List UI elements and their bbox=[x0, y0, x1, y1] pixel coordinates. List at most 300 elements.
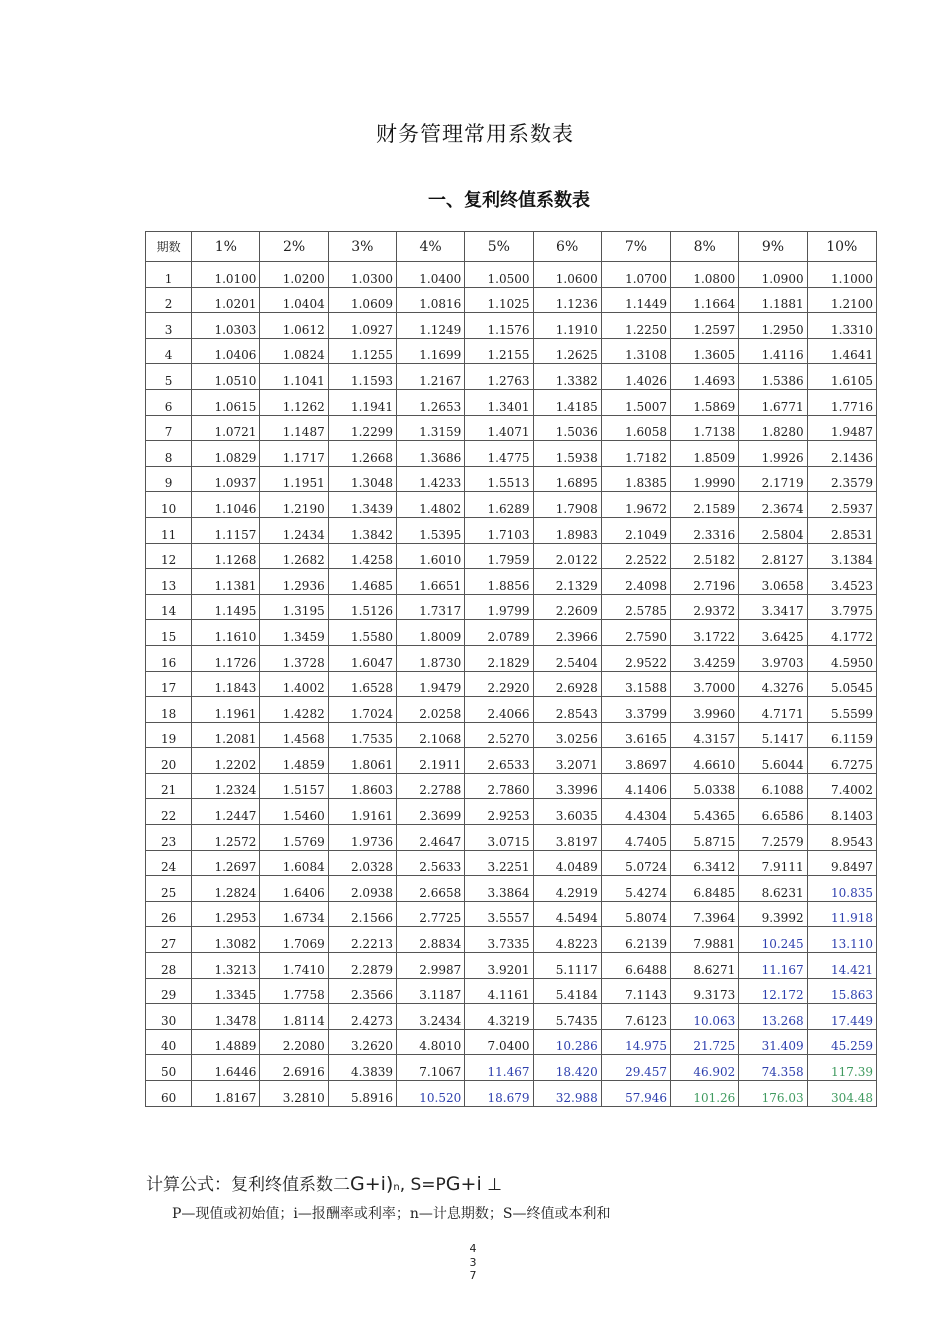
coefficient-cell: 3.2071 bbox=[533, 748, 601, 774]
table-row bbox=[146, 953, 877, 979]
period-cell: 2 bbox=[146, 287, 192, 313]
coefficient-cell: 8.6271 bbox=[671, 953, 739, 979]
period-cell: 7 bbox=[146, 415, 192, 441]
coefficient-cell: 1.9672 bbox=[601, 492, 670, 518]
coefficient-cell: 1.3478 bbox=[192, 1004, 260, 1030]
coefficient-cell: 1.2434 bbox=[260, 517, 328, 543]
coefficient-cell: 1.3686 bbox=[396, 441, 464, 467]
coefficient-cell: 1.7024 bbox=[328, 697, 396, 723]
coefficient-cell: 1.7069 bbox=[260, 927, 328, 953]
coefficient-cell: 3.2434 bbox=[396, 1004, 464, 1030]
coefficient-cell: 6.1088 bbox=[739, 773, 807, 799]
coefficient-cell: 4.1161 bbox=[465, 978, 533, 1004]
coefficient-cell: 13.268 bbox=[739, 1004, 807, 1030]
coefficient-cell: 1.5157 bbox=[260, 773, 328, 799]
coefficient-cell: 2.0258 bbox=[396, 697, 464, 723]
coefficient-cell: 5.8916 bbox=[328, 1081, 396, 1107]
coefficient-cell: 1.5580 bbox=[328, 620, 396, 646]
table-row bbox=[146, 441, 877, 467]
coefficient-cell: 1.4685 bbox=[328, 569, 396, 595]
coefficient-cell: 1.5869 bbox=[671, 389, 739, 415]
coefficient-cell: 1.3048 bbox=[328, 466, 396, 492]
coefficient-cell: 1.1449 bbox=[601, 287, 670, 313]
coefficient-cell: 3.7000 bbox=[671, 671, 739, 697]
coefficient-cell: 4.1406 bbox=[601, 773, 670, 799]
coefficient-cell: 1.7535 bbox=[328, 722, 396, 748]
coefficient-cell: 3.7335 bbox=[465, 927, 533, 953]
column-header-period: 期数 bbox=[146, 232, 192, 262]
coefficient-cell: 1.7410 bbox=[260, 953, 328, 979]
coefficient-cell: 3.3996 bbox=[533, 773, 601, 799]
coefficient-cell: 1.8730 bbox=[396, 645, 464, 671]
period-cell: 26 bbox=[146, 901, 192, 927]
period-cell: 27 bbox=[146, 927, 192, 953]
coefficient-cell: 5.5599 bbox=[807, 697, 876, 723]
coefficient-cell: 5.6044 bbox=[739, 748, 807, 774]
coefficient-cell: 1.1046 bbox=[192, 492, 260, 518]
coefficient-cell: 13.110 bbox=[807, 927, 876, 953]
coefficient-cell: 3.1588 bbox=[601, 671, 670, 697]
coefficient-cell: 1.1157 bbox=[192, 517, 260, 543]
formula-prefix: 计算公式：复利终值系数二 bbox=[146, 1175, 350, 1195]
coefficient-cell: 6.3412 bbox=[671, 850, 739, 876]
period-cell: 21 bbox=[146, 773, 192, 799]
coefficient-cell: 1.1910 bbox=[533, 313, 601, 339]
coefficient-cell: 3.7975 bbox=[807, 594, 876, 620]
page-number-digit: 3 bbox=[469, 1255, 477, 1269]
coefficient-cell: 3.9201 bbox=[465, 953, 533, 979]
coefficient-cell: 1.7908 bbox=[533, 492, 601, 518]
coefficient-cell: 1.4693 bbox=[671, 364, 739, 390]
coefficient-cell: 1.7959 bbox=[465, 543, 533, 569]
table-row bbox=[146, 569, 877, 595]
coefficient-cell: 4.8223 bbox=[533, 927, 601, 953]
coefficient-cell: 1.6406 bbox=[260, 876, 328, 902]
coefficient-cell: 9.3992 bbox=[739, 901, 807, 927]
coefficient-cell: 1.8167 bbox=[192, 1081, 260, 1107]
period-cell: 5 bbox=[146, 364, 192, 390]
coefficient-cell: 5.8715 bbox=[671, 825, 739, 851]
formula-suffix: ⊥ bbox=[481, 1175, 502, 1195]
coefficient-cell: 7.0400 bbox=[465, 1029, 533, 1055]
coefficient-cell: 1.6651 bbox=[396, 569, 464, 595]
table-row bbox=[146, 313, 877, 339]
coefficient-cell: 2.1436 bbox=[807, 441, 876, 467]
coefficient-cell: 1.4026 bbox=[601, 364, 670, 390]
coefficient-cell: 1.3842 bbox=[328, 517, 396, 543]
coefficient-cell: 3.9960 bbox=[671, 697, 739, 723]
column-header-rate: 3% bbox=[328, 232, 396, 262]
coefficient-cell: 1.3401 bbox=[465, 389, 533, 415]
coefficient-cell: 5.4274 bbox=[601, 876, 670, 902]
coefficient-cell: 2.0789 bbox=[465, 620, 533, 646]
coefficient-cell: 1.6734 bbox=[260, 901, 328, 927]
coefficient-cell: 1.0200 bbox=[260, 262, 328, 288]
coefficient-cell: 4.8010 bbox=[396, 1029, 464, 1055]
coefficient-cell: 1.1495 bbox=[192, 594, 260, 620]
coefficient-cell: 3.2251 bbox=[465, 850, 533, 876]
coefficient-cell: 1.9990 bbox=[671, 466, 739, 492]
table-row bbox=[146, 722, 877, 748]
coefficient-cell: 1.1025 bbox=[465, 287, 533, 313]
coefficient-cell: 1.2953 bbox=[192, 901, 260, 927]
page-number bbox=[468, 1242, 478, 1283]
coefficient-cell: 1.7758 bbox=[260, 978, 328, 1004]
coefficient-cell: 3.0658 bbox=[739, 569, 807, 595]
period-cell: 14 bbox=[146, 594, 192, 620]
coefficient-cell: 74.358 bbox=[739, 1055, 807, 1081]
coefficient-cell: 1.5513 bbox=[465, 466, 533, 492]
coefficient-cell: 3.9703 bbox=[739, 645, 807, 671]
coefficient-cell: 1.3382 bbox=[533, 364, 601, 390]
period-cell: 11 bbox=[146, 517, 192, 543]
coefficient-cell: 32.988 bbox=[533, 1081, 601, 1107]
period-cell: 20 bbox=[146, 748, 192, 774]
coefficient-cell: 1.7138 bbox=[671, 415, 739, 441]
coefficient-cell: 7.3964 bbox=[671, 901, 739, 927]
table-row bbox=[146, 799, 877, 825]
coefficient-cell: 10.063 bbox=[671, 1004, 739, 1030]
coefficient-cell: 8.6231 bbox=[739, 876, 807, 902]
coefficient-cell: 1.4775 bbox=[465, 441, 533, 467]
coefficient-cell: 3.4259 bbox=[671, 645, 739, 671]
table-row bbox=[146, 517, 877, 543]
coefficient-cell: 2.2522 bbox=[601, 543, 670, 569]
coefficient-cell: 2.9253 bbox=[465, 799, 533, 825]
coefficient-cell: 117.39 bbox=[807, 1055, 876, 1081]
coefficient-cell: 1.2190 bbox=[260, 492, 328, 518]
coefficient-cell: 5.1417 bbox=[739, 722, 807, 748]
coefficient-cell: 5.1117 bbox=[533, 953, 601, 979]
coefficient-cell: 7.2579 bbox=[739, 825, 807, 851]
coefficient-cell: 1.6771 bbox=[739, 389, 807, 415]
coefficient-cell: 1.2763 bbox=[465, 364, 533, 390]
coefficient-cell: 6.8485 bbox=[671, 876, 739, 902]
coefficient-cell: 1.2081 bbox=[192, 722, 260, 748]
coefficient-cell: 1.0510 bbox=[192, 364, 260, 390]
table-row bbox=[146, 850, 877, 876]
period-cell: 17 bbox=[146, 671, 192, 697]
coefficient-cell: 1.8983 bbox=[533, 517, 601, 543]
coefficient-cell: 7.4002 bbox=[807, 773, 876, 799]
coefficient-cell: 1.6058 bbox=[601, 415, 670, 441]
coefficient-cell: 4.4304 bbox=[601, 799, 670, 825]
coefficient-cell: 3.6425 bbox=[739, 620, 807, 646]
period-cell: 16 bbox=[146, 645, 192, 671]
coefficient-cell: 1.4568 bbox=[260, 722, 328, 748]
coefficient-cell: 5.4184 bbox=[533, 978, 601, 1004]
coefficient-cell: 1.2625 bbox=[533, 338, 601, 364]
coefficient-cell: 10.286 bbox=[533, 1029, 601, 1055]
coefficient-cell: 8.1403 bbox=[807, 799, 876, 825]
table-row bbox=[146, 901, 877, 927]
coefficient-cell: 1.6289 bbox=[465, 492, 533, 518]
period-cell: 50 bbox=[146, 1055, 192, 1081]
coefficient-cell: 1.2936 bbox=[260, 569, 328, 595]
coefficient-cell: 1.0612 bbox=[260, 313, 328, 339]
column-header-rate: 7% bbox=[601, 232, 670, 262]
coefficient-cell: 2.1329 bbox=[533, 569, 601, 595]
coefficient-cell: 2.1911 bbox=[396, 748, 464, 774]
coefficient-cell: 3.4523 bbox=[807, 569, 876, 595]
coefficient-cell: 1.8280 bbox=[739, 415, 807, 441]
coefficient-cell: 1.6010 bbox=[396, 543, 464, 569]
coefficient-cell: 1.1268 bbox=[192, 543, 260, 569]
coefficient-cell: 1.0201 bbox=[192, 287, 260, 313]
table-row bbox=[146, 338, 877, 364]
coefficient-cell: 1.2950 bbox=[739, 313, 807, 339]
table-row bbox=[146, 1081, 877, 1107]
coefficient-cell: 1.1487 bbox=[260, 415, 328, 441]
coefficient-cell: 2.8127 bbox=[739, 543, 807, 569]
coefficient-cell: 4.6610 bbox=[671, 748, 739, 774]
coefficient-cell: 6.7275 bbox=[807, 748, 876, 774]
coefficient-cell: 46.902 bbox=[671, 1055, 739, 1081]
coefficient-cell: 10.245 bbox=[739, 927, 807, 953]
coefficient-cell: 4.3276 bbox=[739, 671, 807, 697]
coefficient-cell: 7.6123 bbox=[601, 1004, 670, 1030]
coefficient-cell: 7.9881 bbox=[671, 927, 739, 953]
coefficient-cell: 1.0824 bbox=[260, 338, 328, 364]
coefficient-cell: 3.8697 bbox=[601, 748, 670, 774]
coefficient-cell: 7.1143 bbox=[601, 978, 670, 1004]
coefficient-cell: 1.2250 bbox=[601, 313, 670, 339]
coefficient-cell: 1.0300 bbox=[328, 262, 396, 288]
coefficient-cell: 1.5126 bbox=[328, 594, 396, 620]
column-header-rate: 10% bbox=[807, 232, 876, 262]
coefficient-cell: 1.6105 bbox=[807, 364, 876, 390]
table-row bbox=[146, 927, 877, 953]
period-cell: 4 bbox=[146, 338, 192, 364]
coefficient-cell: 18.420 bbox=[533, 1055, 601, 1081]
coefficient-cell: 1.8509 bbox=[671, 441, 739, 467]
coefficient-cell: 1.0800 bbox=[671, 262, 739, 288]
coefficient-cell: 1.0609 bbox=[328, 287, 396, 313]
coefficient-cell: 1.2668 bbox=[328, 441, 396, 467]
column-header-rate: 2% bbox=[260, 232, 328, 262]
coefficient-cell: 1.5460 bbox=[260, 799, 328, 825]
coefficient-cell: 1.9736 bbox=[328, 825, 396, 851]
section-title: 一、复利终值系数表 bbox=[428, 190, 590, 211]
page-title: 财务管理常用系数表 bbox=[376, 122, 574, 146]
coefficient-cell: 1.1664 bbox=[671, 287, 739, 313]
coefficient-cell: 1.8385 bbox=[601, 466, 670, 492]
coefficient-cell: 7.1067 bbox=[396, 1055, 464, 1081]
coefficient-cell: 1.1941 bbox=[328, 389, 396, 415]
coefficient-cell: 2.2609 bbox=[533, 594, 601, 620]
coefficient-cell: 2.5785 bbox=[601, 594, 670, 620]
table-row bbox=[146, 1055, 877, 1081]
coefficient-cell: 1.9926 bbox=[739, 441, 807, 467]
coefficient-cell: 2.4647 bbox=[396, 825, 464, 851]
table-row bbox=[146, 287, 877, 313]
period-cell: 8 bbox=[146, 441, 192, 467]
coefficient-cell: 6.6488 bbox=[601, 953, 670, 979]
coefficient-cell: 1.0500 bbox=[465, 262, 533, 288]
coefficient-cell: 1.9487 bbox=[807, 415, 876, 441]
coefficient-cell: 1.0700 bbox=[601, 262, 670, 288]
coefficient-cell: 2.5633 bbox=[396, 850, 464, 876]
coefficient-cell: 7.9111 bbox=[739, 850, 807, 876]
coefficient-cell: 21.725 bbox=[671, 1029, 739, 1055]
coefficient-cell: 2.7725 bbox=[396, 901, 464, 927]
table-row bbox=[146, 492, 877, 518]
coefficient-cell: 11.467 bbox=[465, 1055, 533, 1081]
coefficient-cell: 2.8834 bbox=[396, 927, 464, 953]
coefficient-cell: 2.0122 bbox=[533, 543, 601, 569]
coefficient-cell: 1.1961 bbox=[192, 697, 260, 723]
coefficient-cell: 2.9372 bbox=[671, 594, 739, 620]
coefficient-cell: 14.975 bbox=[601, 1029, 670, 1055]
coefficient-cell: 4.3839 bbox=[328, 1055, 396, 1081]
coefficient-cell: 2.5270 bbox=[465, 722, 533, 748]
table-row bbox=[146, 978, 877, 1004]
coefficient-cell: 1.0400 bbox=[396, 262, 464, 288]
table-row bbox=[146, 1029, 877, 1055]
coefficient-cell: 1.2167 bbox=[396, 364, 464, 390]
coefficient-cell: 1.2653 bbox=[396, 389, 464, 415]
coefficient-cell: 1.6446 bbox=[192, 1055, 260, 1081]
coefficient-cell: 1.1843 bbox=[192, 671, 260, 697]
coefficient-cell: 1.2824 bbox=[192, 876, 260, 902]
coefficient-cell: 2.0328 bbox=[328, 850, 396, 876]
coefficient-cell: 1.6047 bbox=[328, 645, 396, 671]
coefficient-cell: 1.5769 bbox=[260, 825, 328, 851]
coefficient-cell: 1.3728 bbox=[260, 645, 328, 671]
coefficient-cell: 1.6895 bbox=[533, 466, 601, 492]
table-row bbox=[146, 1004, 877, 1030]
coefficient-cell: 1.0303 bbox=[192, 313, 260, 339]
table-row bbox=[146, 364, 877, 390]
coefficient-cell: 2.4098 bbox=[601, 569, 670, 595]
coefficient-cell: 2.2788 bbox=[396, 773, 464, 799]
coefficient-cell: 2.5404 bbox=[533, 645, 601, 671]
coefficient-cell: 2.3674 bbox=[739, 492, 807, 518]
coefficient-cell: 2.9987 bbox=[396, 953, 464, 979]
formula-exponent: n bbox=[393, 1182, 400, 1193]
coefficient-cell: 1.8009 bbox=[396, 620, 464, 646]
coefficient-cell: 10.520 bbox=[396, 1081, 464, 1107]
coefficient-cell: 1.1610 bbox=[192, 620, 260, 646]
variable-legend: P—现值或初始值；i—报酬率或利率；n—计息期数；S—终值或本利和 bbox=[172, 1206, 611, 1222]
coefficient-cell: 2.5804 bbox=[739, 517, 807, 543]
coefficient-cell: 3.3799 bbox=[601, 697, 670, 723]
coefficient-cell: 1.1262 bbox=[260, 389, 328, 415]
coefficient-cell: 3.6165 bbox=[601, 722, 670, 748]
coefficient-cell: 1.2682 bbox=[260, 543, 328, 569]
coefficient-cell: 1.4889 bbox=[192, 1029, 260, 1055]
coefficient-cell: 1.4859 bbox=[260, 748, 328, 774]
coefficient-cell: 3.1384 bbox=[807, 543, 876, 569]
coefficient-cell: 1.4258 bbox=[328, 543, 396, 569]
coefficient-cell: 1.2155 bbox=[465, 338, 533, 364]
compound-value-table bbox=[145, 231, 877, 1107]
coefficient-cell: 1.7103 bbox=[465, 517, 533, 543]
coefficient-cell: 1.6528 bbox=[328, 671, 396, 697]
period-cell: 22 bbox=[146, 799, 192, 825]
coefficient-cell: 2.1068 bbox=[396, 722, 464, 748]
period-cell: 10 bbox=[146, 492, 192, 518]
coefficient-cell: 1.0900 bbox=[739, 262, 807, 288]
coefficient-cell: 3.0256 bbox=[533, 722, 601, 748]
coefficient-cell: 2.1719 bbox=[739, 466, 807, 492]
coefficient-cell: 2.7196 bbox=[671, 569, 739, 595]
coefficient-cell: 101.26 bbox=[671, 1081, 739, 1107]
period-cell: 6 bbox=[146, 389, 192, 415]
coefficient-cell: 1.0927 bbox=[328, 313, 396, 339]
table-row bbox=[146, 876, 877, 902]
column-header-rate: 6% bbox=[533, 232, 601, 262]
period-cell: 9 bbox=[146, 466, 192, 492]
coefficient-cell: 1.2697 bbox=[192, 850, 260, 876]
coefficient-cell: 2.2920 bbox=[465, 671, 533, 697]
coefficient-cell: 1.0816 bbox=[396, 287, 464, 313]
coefficient-cell: 4.2919 bbox=[533, 876, 601, 902]
period-cell: 28 bbox=[146, 953, 192, 979]
coefficient-cell: 1.3310 bbox=[807, 313, 876, 339]
period-cell: 29 bbox=[146, 978, 192, 1004]
table-header-row bbox=[146, 232, 877, 262]
coefficient-cell: 57.946 bbox=[601, 1081, 670, 1107]
coefficient-cell: 1.0600 bbox=[533, 262, 601, 288]
coefficient-cell: 1.5938 bbox=[533, 441, 601, 467]
table-row bbox=[146, 671, 877, 697]
coefficient-cell: 4.3157 bbox=[671, 722, 739, 748]
coefficient-cell: 3.5557 bbox=[465, 901, 533, 927]
coefficient-cell: 1.4185 bbox=[533, 389, 601, 415]
coefficient-cell: 1.1593 bbox=[328, 364, 396, 390]
table-row bbox=[146, 645, 877, 671]
coefficient-cell: 6.2139 bbox=[601, 927, 670, 953]
table-row bbox=[146, 697, 877, 723]
coefficient-cell: 4.7405 bbox=[601, 825, 670, 851]
coefficient-cell: 1.8856 bbox=[465, 569, 533, 595]
coefficient-cell: 1.3082 bbox=[192, 927, 260, 953]
coefficient-cell: 3.2810 bbox=[260, 1081, 328, 1107]
coefficient-cell: 1.8061 bbox=[328, 748, 396, 774]
coefficient-cell: 2.6916 bbox=[260, 1055, 328, 1081]
coefficient-cell: 1.2572 bbox=[192, 825, 260, 851]
table-row bbox=[146, 620, 877, 646]
period-cell: 25 bbox=[146, 876, 192, 902]
coefficient-cell: 1.5007 bbox=[601, 389, 670, 415]
coefficient-cell: 1.1699 bbox=[396, 338, 464, 364]
formula-part3: G+i bbox=[445, 1173, 482, 1195]
coefficient-cell: 31.409 bbox=[739, 1029, 807, 1055]
coefficient-cell: 1.0404 bbox=[260, 287, 328, 313]
coefficient-cell: 2.3699 bbox=[396, 799, 464, 825]
coefficient-cell: 12.172 bbox=[739, 978, 807, 1004]
coefficient-cell: 2.1566 bbox=[328, 901, 396, 927]
coefficient-cell: 2.6928 bbox=[533, 671, 601, 697]
coefficient-cell: 1.8114 bbox=[260, 1004, 328, 1030]
coefficient-cell: 6.1159 bbox=[807, 722, 876, 748]
coefficient-cell: 1.2597 bbox=[671, 313, 739, 339]
coefficient-cell: 2.5182 bbox=[671, 543, 739, 569]
coefficient-cell: 1.8603 bbox=[328, 773, 396, 799]
coefficient-cell: 1.3108 bbox=[601, 338, 670, 364]
coefficient-cell: 1.3159 bbox=[396, 415, 464, 441]
coefficient-cell: 1.0937 bbox=[192, 466, 260, 492]
coefficient-cell: 1.1249 bbox=[396, 313, 464, 339]
period-cell: 18 bbox=[146, 697, 192, 723]
coefficient-cell: 3.0715 bbox=[465, 825, 533, 851]
coefficient-cell: 3.3417 bbox=[739, 594, 807, 620]
coefficient-cell: 11.167 bbox=[739, 953, 807, 979]
coefficient-cell: 1.1255 bbox=[328, 338, 396, 364]
coefficient-cell: 1.0721 bbox=[192, 415, 260, 441]
coefficient-cell: 1.2299 bbox=[328, 415, 396, 441]
